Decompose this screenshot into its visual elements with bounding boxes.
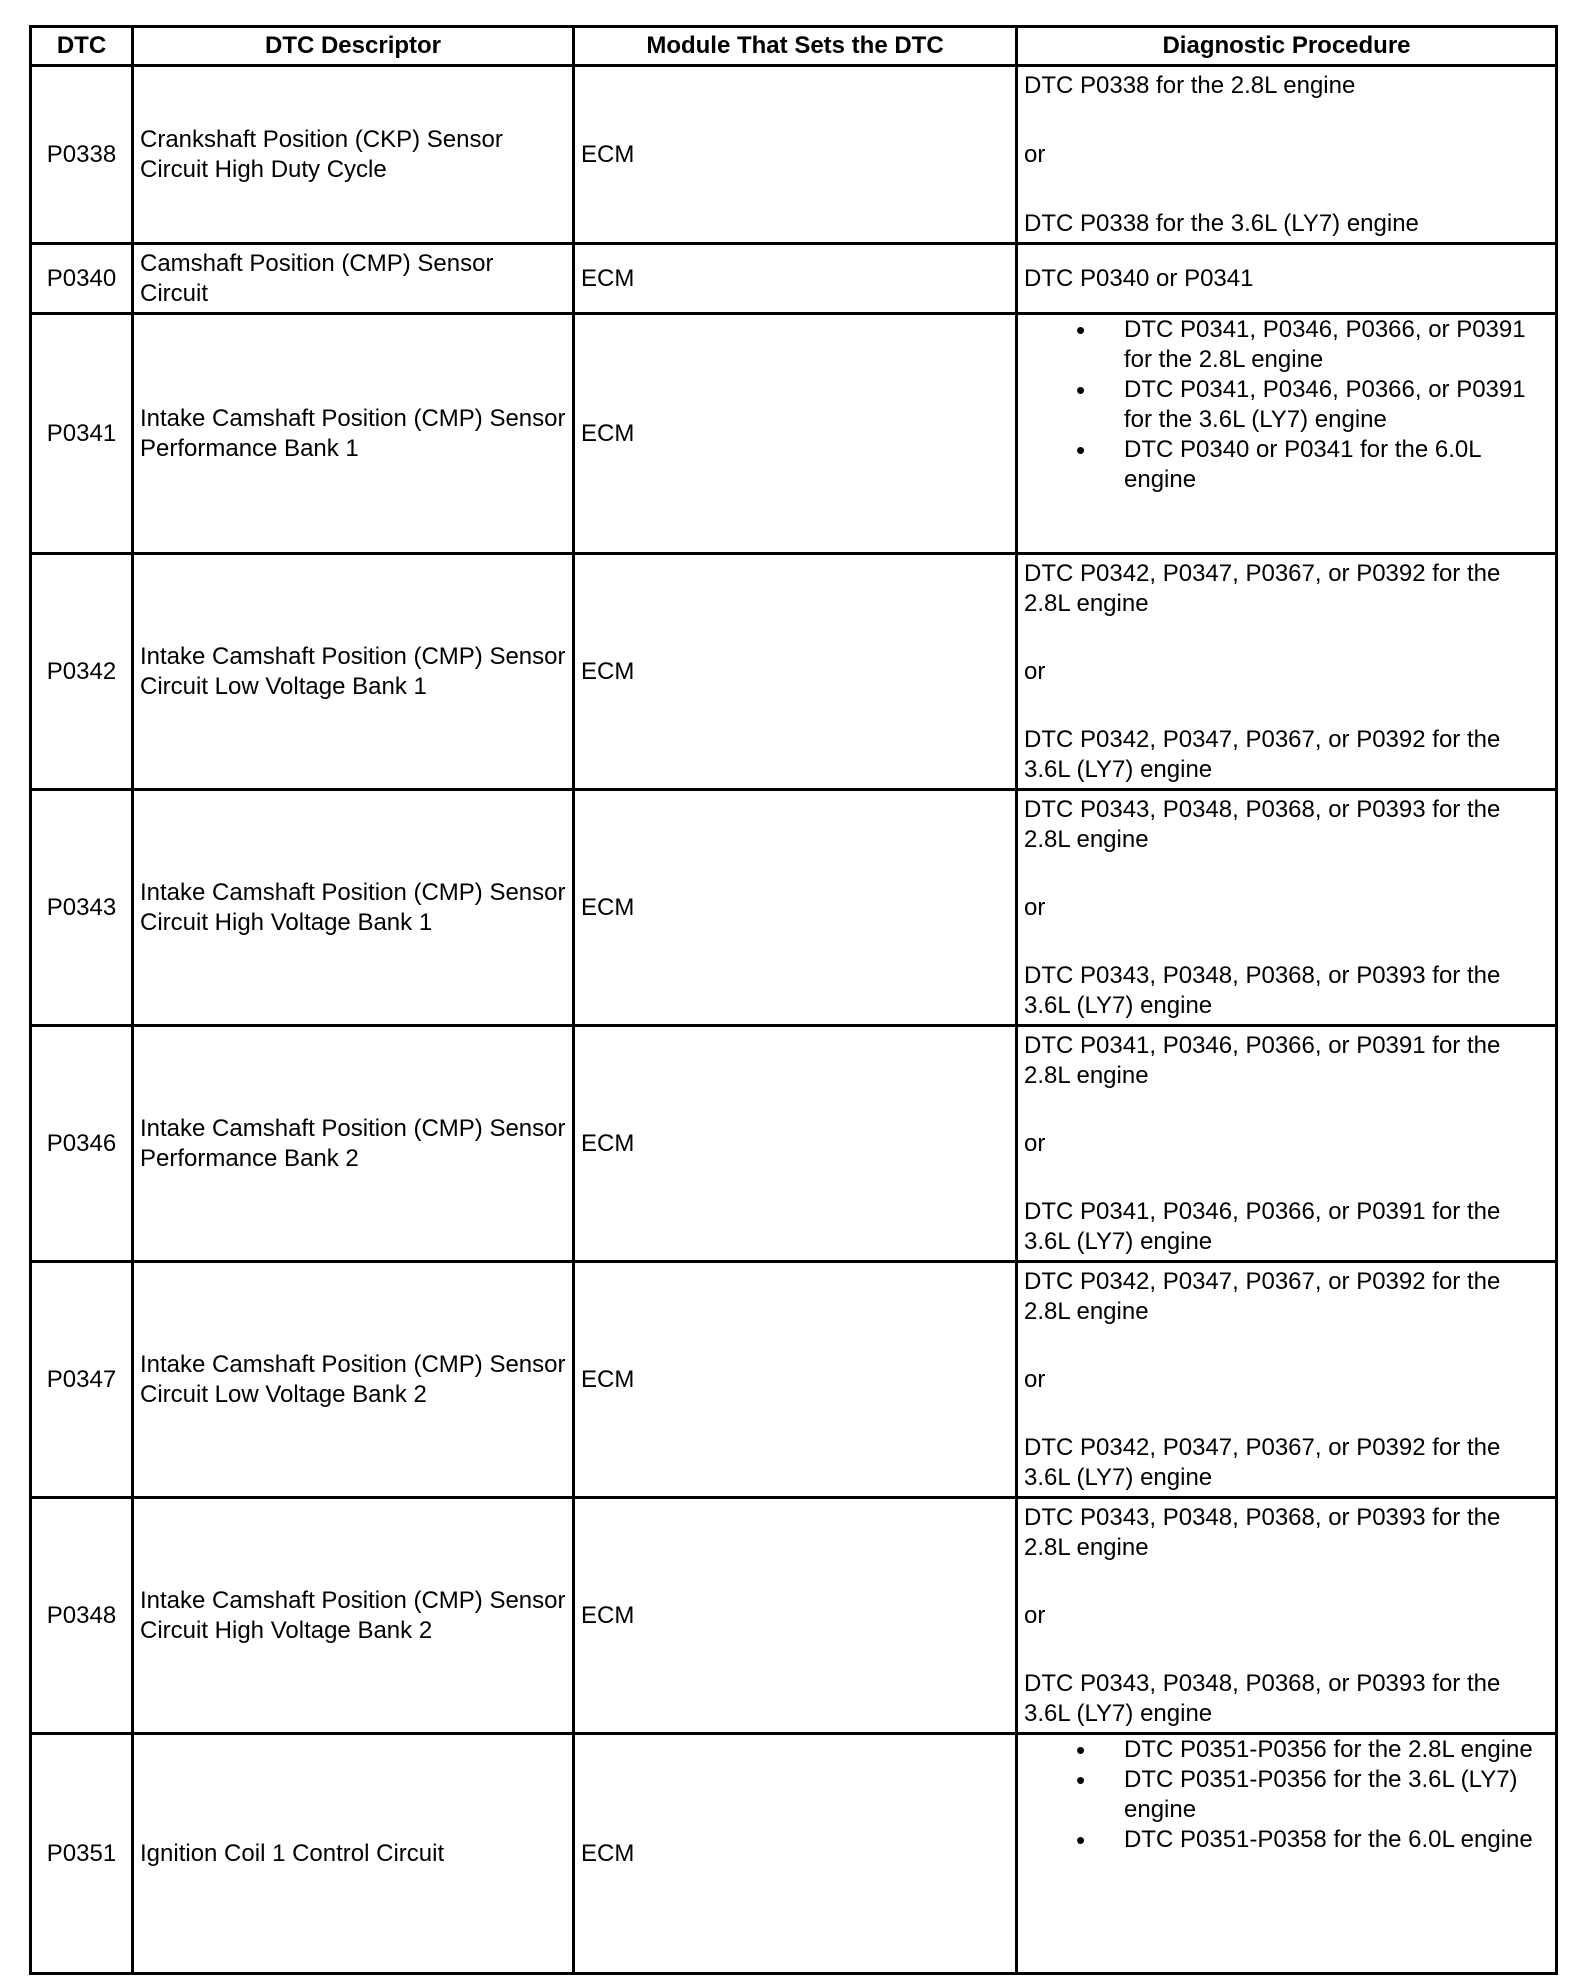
dtc-code: P0338 xyxy=(31,66,133,244)
diagnostic-procedure xyxy=(1017,1734,1557,1974)
procedure-bullet: • DTC P0351-P0356 for the 3.6L (LY7) engine xyxy=(1024,1765,1549,1825)
procedure-or: or xyxy=(1024,894,1046,921)
dtc-table xyxy=(29,25,1558,1975)
procedure-line: DTC P0341, P0346, P0366, or P0391 for the 2.8L engine xyxy=(1024,1032,1501,1089)
header-descriptor: DTC Descriptor xyxy=(133,27,574,66)
dtc-code: P0346 xyxy=(31,1026,133,1262)
dtc-code: P0341 xyxy=(31,314,133,554)
dtc-module: ECM xyxy=(574,1026,1017,1262)
header-procedure: Diagnostic Procedure xyxy=(1017,27,1557,66)
procedure-line: DTC P0343, P0348, P0368, or P0393 for the 2.8L engine xyxy=(1024,796,1501,853)
diagnostic-procedure xyxy=(1017,1498,1557,1734)
dtc-descriptor: Intake Camshaft Position (CMP) Sensor Circuit Low Voltage Bank 2 xyxy=(133,1262,574,1498)
procedure-or: or xyxy=(1024,141,1046,168)
dtc-module: ECM xyxy=(574,1734,1017,1974)
procedure-bullet: • DTC P0341, P0346, P0366, or P0391 for the 2.8L engine xyxy=(1024,315,1549,375)
procedure-line: DTC P0342, P0347, P0367, or P0392 for the 3.6L (LY7) engine xyxy=(1024,1434,1501,1491)
table-row xyxy=(31,244,1557,314)
dtc-module: ECM xyxy=(574,244,1017,314)
dtc-module: ECM xyxy=(574,66,1017,244)
table-header-row xyxy=(31,27,1557,66)
table-row xyxy=(31,1498,1557,1734)
dtc-module: ECM xyxy=(574,1262,1017,1498)
dtc-code: P0343 xyxy=(31,790,133,1026)
table-row xyxy=(31,1262,1557,1498)
dtc-descriptor: Crankshaft Position (CKP) Sensor Circuit High Duty Cycle xyxy=(133,66,574,244)
diagnostic-procedure xyxy=(1017,314,1557,554)
dtc-code: P0342 xyxy=(31,554,133,790)
dtc-descriptor: Camshaft Position (CMP) Sensor Circuit xyxy=(133,244,574,314)
dtc-module: ECM xyxy=(574,1498,1017,1734)
diagnostic-procedure xyxy=(1017,554,1557,790)
diagnostic-procedure xyxy=(1017,1026,1557,1262)
procedure-line: DTC P0342, P0347, P0367, or P0392 for the 2.8L engine xyxy=(1024,1268,1501,1325)
dtc-code: P0347 xyxy=(31,1262,133,1498)
procedure-line: DTC P0343, P0348, P0368, or P0393 for the 3.6L (LY7) engine xyxy=(1024,1670,1501,1727)
dtc-descriptor: Intake Camshaft Position (CMP) Sensor Circuit Low Voltage Bank 1 xyxy=(133,554,574,790)
procedure-bullet: • DTC P0351-P0356 for the 2.8L engine xyxy=(1024,1735,1549,1765)
header-dtc: DTC xyxy=(31,27,133,66)
dtc-descriptor: Intake Camshaft Position (CMP) Sensor Circuit High Voltage Bank 1 xyxy=(133,790,574,1026)
table-row xyxy=(31,554,1557,790)
table-row xyxy=(31,314,1557,554)
procedure-line: DTC P0342, P0347, P0367, or P0392 for the 2.8L engine xyxy=(1024,560,1501,617)
procedure-line: DTC P0343, P0348, P0368, or P0393 for the 3.6L (LY7) engine xyxy=(1024,962,1501,1019)
procedure-bullet-list xyxy=(1024,1735,1549,1855)
dtc-module: ECM xyxy=(574,314,1017,554)
dtc-descriptor: Intake Camshaft Position (CMP) Sensor Performance Bank 2 xyxy=(133,1026,574,1262)
dtc-module: ECM xyxy=(574,790,1017,1026)
dtc-module: ECM xyxy=(574,554,1017,790)
dtc-code: P0348 xyxy=(31,1498,133,1734)
procedure-line: DTC P0338 for the 2.8L engine xyxy=(1024,72,1356,99)
procedure-bullet: • DTC P0351-P0358 for the 6.0L engine xyxy=(1024,1825,1549,1855)
procedure-or: or xyxy=(1024,658,1046,685)
diagnostic-procedure xyxy=(1017,1262,1557,1498)
table-row xyxy=(31,66,1557,244)
dtc-descriptor: Ignition Coil 1 Control Circuit xyxy=(133,1734,574,1974)
table-row xyxy=(31,1734,1557,1974)
table-row xyxy=(31,790,1557,1026)
diagnostic-procedure xyxy=(1017,66,1557,244)
diagnostic-procedure: DTC P0340 or P0341 xyxy=(1017,244,1557,314)
procedure-bullet: • DTC P0340 or P0341 for the 6.0L engine xyxy=(1024,435,1549,495)
procedure-line: DTC P0341, P0346, P0366, or P0391 for the 3.6L (LY7) engine xyxy=(1024,1198,1501,1255)
procedure-or: or xyxy=(1024,1602,1046,1629)
dtc-code: P0340 xyxy=(31,244,133,314)
procedure-line: DTC P0343, P0348, P0368, or P0393 for the 2.8L engine xyxy=(1024,1504,1501,1561)
procedure-line: DTC P0342, P0347, P0367, or P0392 for the 3.6L (LY7) engine xyxy=(1024,726,1501,783)
diagnostic-procedure xyxy=(1017,790,1557,1026)
procedure-or: or xyxy=(1024,1130,1046,1157)
dtc-descriptor: Intake Camshaft Position (CMP) Sensor Performance Bank 1 xyxy=(133,314,574,554)
procedure-bullet: • DTC P0341, P0346, P0366, or P0391 for the 3.6L (LY7) engine xyxy=(1024,375,1549,435)
procedure-line: DTC P0338 for the 3.6L (LY7) engine xyxy=(1024,210,1419,237)
procedure-or: or xyxy=(1024,1366,1046,1393)
dtc-code: P0351 xyxy=(31,1734,133,1974)
dtc-descriptor: Intake Camshaft Position (CMP) Sensor Circuit High Voltage Bank 2 xyxy=(133,1498,574,1734)
table-row xyxy=(31,1026,1557,1262)
header-module: Module That Sets the DTC xyxy=(574,27,1017,66)
procedure-bullet-list xyxy=(1024,315,1549,495)
